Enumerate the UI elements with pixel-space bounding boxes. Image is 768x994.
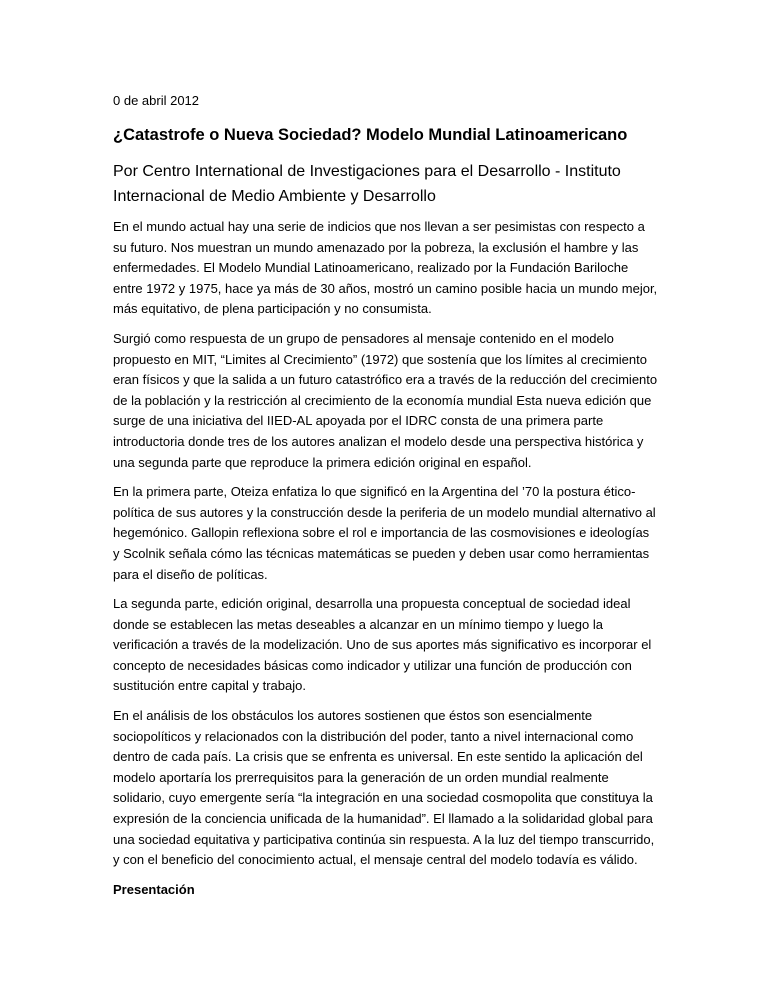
paragraph-origin: Surgió como respuesta de un grupo de pensadores al mensaje contenido en el modelo propuesto en MIT, “Limites al Crecimiento” (1972) que sostenía que los límites al crecimiento eran físicos y que la salida a un futuro catastrófico era a través de la reducción del crecimiento de la población y la restricción al crecimiento de la economía mundial Esta nueva edición que surge de una iniciativa del IIED-AL apoyada por el IDRC consta de una primera parte introductoria donde tres de los autores analizan el modelo desde una perspectiva histórica y una segunda parte que reproduce la primera edición original en español. [113, 330, 658, 470]
document-byline: Por Centro International de Investigaciones para el Desarrollo - Instituto Internacional de Medio Ambiente y Desarrollo [113, 163, 621, 205]
paragraph-intro: En el mundo actual hay una serie de indicios que nos llevan a ser pesimistas con respecto a su futuro. Nos muestran un mundo amenazado por la pobreza, la exclusión el hambre y las enfermedades. El Modelo Mundial Latinoamericano, realizado por la Fundación Bariloche entre 1972 y 1975, hace ya más de 30 años, mostró un camino posible hacia un mundo mejor, más equitativo, de plena participación y no consumista. [113, 219, 658, 317]
section-heading-presentacion: Presentación [113, 881, 195, 897]
paragraph-second-part: La segunda parte, edición original, desarrolla una propuesta conceptual de sociedad ideal donde se establecen las metas deseables a alcanzar en un mínimo tiempo y luego la verificación a través de la modelización. Uno de sus aportes más significativo es incorporar el concepto de necesidades básicas como indicador y utilizar una función de producción con sustitución entre capital y trabajo. [113, 596, 652, 694]
document-date: 0 de abril 2012 [113, 93, 200, 108]
document-title: ¿Catastrofe o Nueva Sociedad? Modelo Mundial Latinoamericano [113, 126, 628, 144]
paragraph-first-part: En la primera parte, Oteiza enfatiza lo que significó en la Argentina del ’70 la postura ético-política de sus autores y la construcción desde la periferia de un modelo mundial alternativo al hegemónico. Gallopin reflexiona sobre el rol e importancia de las cosmovisiones e ideologías y Scolnik señala cómo las técnicas matemáticas se pueden y deben usar como herramientas para el diseño de políticas. [113, 484, 656, 582]
paragraph-obstacles: En el análisis de los obstáculos los autores sostienen que éstos son esencialmente sociopolíticos y relacionados con la distribución del poder, tanto a nivel internacional como dentro de cada país. La crisis que se enfrenta es universal. En este sentido la aplicación del modelo aportaría los prerrequisitos para la generación de un orden mundial realmente solidario, cuyo emergente sería “la integración en una sociedad cosmopolita que constituya la expresión de la conciencia unificada de la humanidad”. El llamado a la solidaridad global para una sociedad equitativa y participativa continúa sin respuesta. A la luz del tiempo transcurrido, y con el beneficio del conocimiento actual, el mensaje central del modelo todavía es válido. [113, 708, 655, 868]
